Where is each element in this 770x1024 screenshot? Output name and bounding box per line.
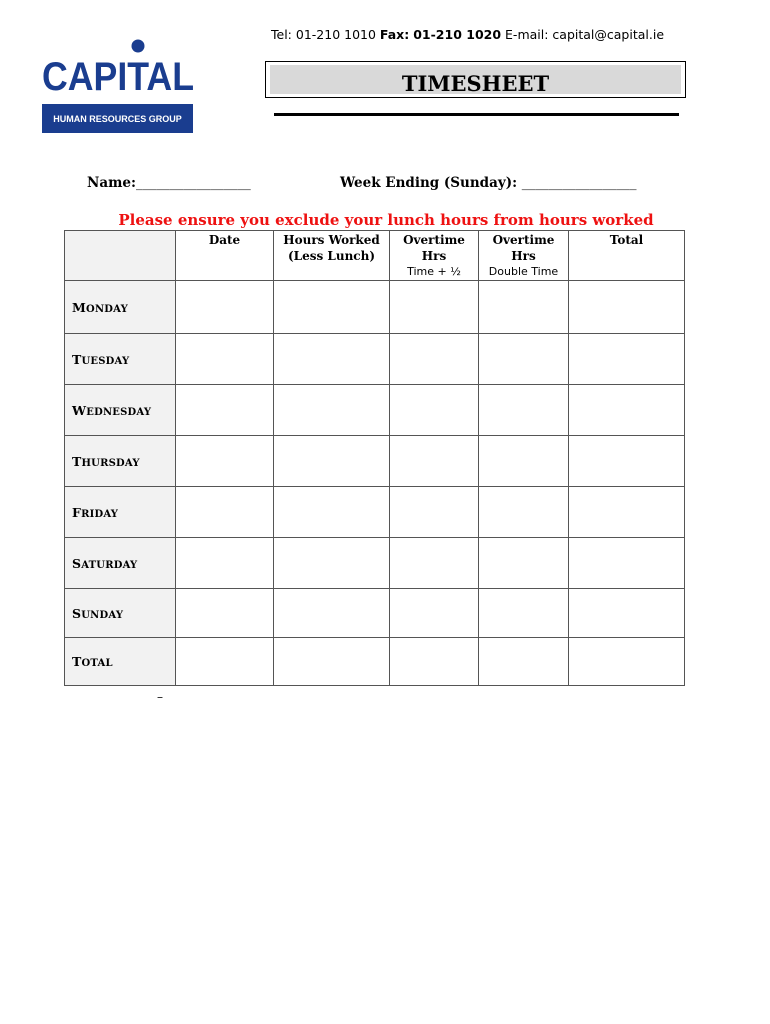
email-label: E-mail: (505, 27, 549, 42)
cell-total[interactable] (569, 385, 685, 436)
row-label-friday: FRIDAY (65, 487, 176, 538)
cell-date[interactable] (176, 589, 274, 638)
fax-label: Fax: (379, 27, 410, 42)
table-row (65, 334, 685, 385)
cell-date[interactable] (176, 436, 274, 487)
timesheet-table (64, 230, 685, 686)
cell-overtime-half[interactable] (390, 281, 479, 334)
header-date: Date (176, 231, 274, 281)
header-corner (65, 231, 176, 281)
tel-number: 01-210 1010 (295, 27, 376, 42)
row-label-tuesday: TUESDAY (65, 334, 176, 385)
table-row (65, 538, 685, 589)
table-row (65, 487, 685, 538)
cell-hours[interactable] (274, 436, 390, 487)
row-label-saturday: SATURDAY (65, 538, 176, 589)
fax-number: 01-210 1020 (413, 27, 502, 42)
cell-overtime-half[interactable] (390, 589, 479, 638)
cell-hours[interactable] (274, 538, 390, 589)
cell-overtime-half[interactable] (390, 538, 479, 589)
cell-overtime-half[interactable] (390, 334, 479, 385)
email-address: capital@capital.ie (552, 27, 665, 42)
header-row (65, 231, 685, 281)
cell-overtime-double[interactable] (479, 334, 569, 385)
header-total: Total (569, 231, 685, 281)
cell-total[interactable] (569, 538, 685, 589)
logo-wordmark: CAPITAL (42, 55, 194, 99)
cell-hours[interactable] (274, 487, 390, 538)
row-label-total: TOTAL (65, 638, 176, 686)
cell-overtime-double[interactable] (479, 385, 569, 436)
row-label-thursday: THURSDAY (65, 436, 176, 487)
week-ending-field[interactable] (340, 175, 637, 191)
table-row (65, 436, 685, 487)
cell-overtime-double[interactable] (479, 281, 569, 334)
name-label: Name: (87, 175, 136, 191)
cell-total[interactable] (569, 281, 685, 334)
table-row (65, 638, 685, 686)
cell-total[interactable] (569, 487, 685, 538)
row-label-wednesday: WEDNESDAY (65, 385, 176, 436)
cell-hours[interactable] (274, 281, 390, 334)
table-row (65, 589, 685, 638)
cell-total[interactable] (569, 436, 685, 487)
capital-logo (42, 38, 196, 136)
cell-total[interactable] (569, 589, 685, 638)
cell-date[interactable] (176, 334, 274, 385)
cell-overtime-double[interactable] (479, 436, 569, 487)
cell-hours[interactable] (274, 334, 390, 385)
cell-overtime-half[interactable] (390, 638, 479, 686)
table-row (65, 385, 685, 436)
cell-total[interactable] (569, 334, 685, 385)
cell-hours[interactable] (274, 638, 390, 686)
cell-date[interactable] (176, 638, 274, 686)
lunch-notice: Please ensure you exclude your lunch hours from hours worked (118, 211, 654, 229)
cell-date[interactable] (176, 538, 274, 589)
cell-overtime-double[interactable] (479, 589, 569, 638)
title-box (265, 61, 686, 98)
cell-hours[interactable] (274, 589, 390, 638)
cell-overtime-half[interactable] (390, 487, 479, 538)
cell-overtime-double[interactable] (479, 638, 569, 686)
contact-line (271, 27, 664, 42)
header-overtime-time-half: Overtime Hrs Time + ½ (390, 231, 479, 281)
name-field[interactable] (87, 175, 251, 191)
table-row (65, 281, 685, 334)
row-label-monday: MONDAY (65, 281, 176, 334)
row-label-sunday: SUNDAY (65, 589, 176, 638)
week-ending-blank[interactable]: _________________ (521, 175, 637, 191)
cell-date[interactable] (176, 281, 274, 334)
cell-date[interactable] (176, 487, 274, 538)
title-underline (274, 113, 679, 116)
cell-overtime-double[interactable] (479, 538, 569, 589)
stray-mark: – (157, 690, 163, 704)
cell-hours[interactable] (274, 385, 390, 436)
page-title: TIMESHEET (401, 71, 550, 96)
cell-overtime-half[interactable] (390, 385, 479, 436)
name-blank[interactable]: _________________ (135, 175, 251, 191)
cell-total[interactable] (569, 638, 685, 686)
cell-overtime-half[interactable] (390, 436, 479, 487)
header-hours-worked: Hours Worked (Less Lunch) (274, 231, 390, 281)
week-ending-label: Week Ending (Sunday): (340, 175, 518, 191)
cell-overtime-double[interactable] (479, 487, 569, 538)
header-overtime-double: Overtime Hrs Double Time (479, 231, 569, 281)
cell-date[interactable] (176, 385, 274, 436)
logo-tagline: HUMAN RESOURCES GROUP (53, 114, 182, 124)
tel-label: Tel: (271, 27, 292, 42)
